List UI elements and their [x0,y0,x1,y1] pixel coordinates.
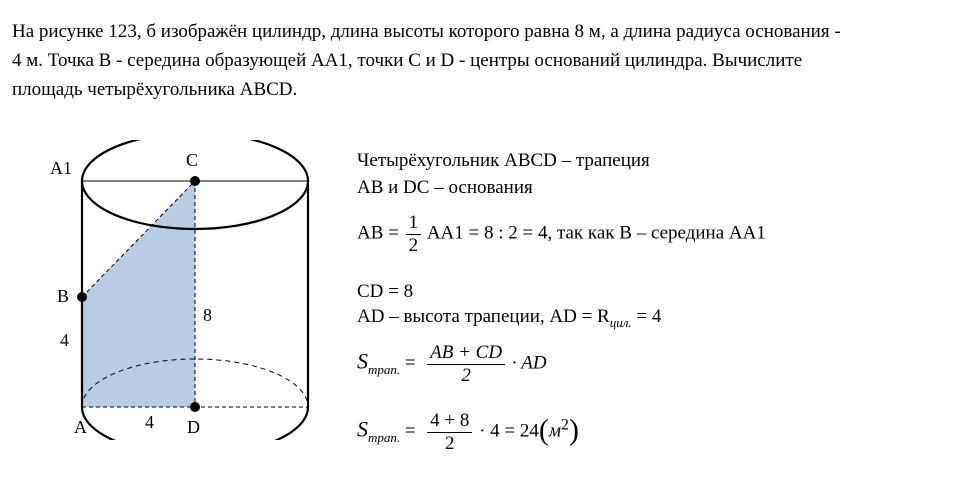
label-c: C [186,150,199,170]
label-d: D [187,417,200,437]
label-ab-length: 4 [60,330,69,350]
formula2-s: S [357,416,368,442]
formula1-eq: = [400,352,421,374]
fraction-half-num: 1 [406,212,422,235]
formula2-unit: м [548,420,562,442]
formula1-tail: · AD [511,352,547,374]
point-b [77,292,87,302]
left-paren: ( [538,413,549,447]
formula1-num: AB + CD [427,342,505,365]
line5-prefix: AD – высота трапеции, AD = R [357,306,610,327]
line5-sub: цил. [609,315,632,330]
formula1-s: S [357,348,368,374]
formula-area-numeric [357,410,579,455]
formula2-mid: · 4 = 24 [479,420,539,442]
point-d [190,402,200,412]
label-a: A [74,417,87,437]
formula-area-general [357,342,547,387]
formula1-den: 2 [461,364,471,386]
label-cd-length: 8 [203,305,212,325]
line3-prefix: AB = [357,222,399,244]
formula1-sub: трап. [368,361,401,377]
formula2-den: 2 [444,432,455,454]
formula2-fraction [427,410,472,455]
solution-line-2: AB и DC – основания [357,177,533,198]
problem-line-1: На рисунке 123, б изображён цилиндр, длина высоты которого равна 8 м, а длина радиуса основания - [12,21,841,42]
formula1-fraction [427,342,505,387]
problem-line-2: 4 м. Точка B - середина образующей AA1, точки C и D - центры оснований цилиндра. Вычислите [12,50,803,71]
solution-line-3 [357,212,766,257]
problem-statement [12,17,952,104]
formula2-exp: 2 [561,416,569,434]
trapezoid-abcd [82,181,195,407]
point-c [190,176,200,186]
label-b: B [57,286,70,306]
solution-line-4: CD = 8 [357,281,414,302]
cylinder-figure [0,140,340,440]
label-ad-length: 4 [145,412,154,432]
formula2-sub: трап. [368,429,401,445]
line5-suffix: = 4 [631,306,662,327]
formula2-num: 4 + 8 [427,410,472,433]
label-a1: A1 [50,158,72,178]
problem-line-3: площадь четырёхугольника ABCD. [12,79,298,100]
solution-line-1: Четырёхугольник ABCD – трапеция [357,150,650,171]
line3-suffix: AA1 = 8 : 2 = 4, так как B – середина AA1 [426,222,766,244]
fraction-half-den: 2 [408,234,419,256]
fraction-half [406,212,422,257]
formula2-eq: = [400,420,421,442]
right-paren: ) [568,413,579,447]
solution-line-5 [357,306,661,328]
